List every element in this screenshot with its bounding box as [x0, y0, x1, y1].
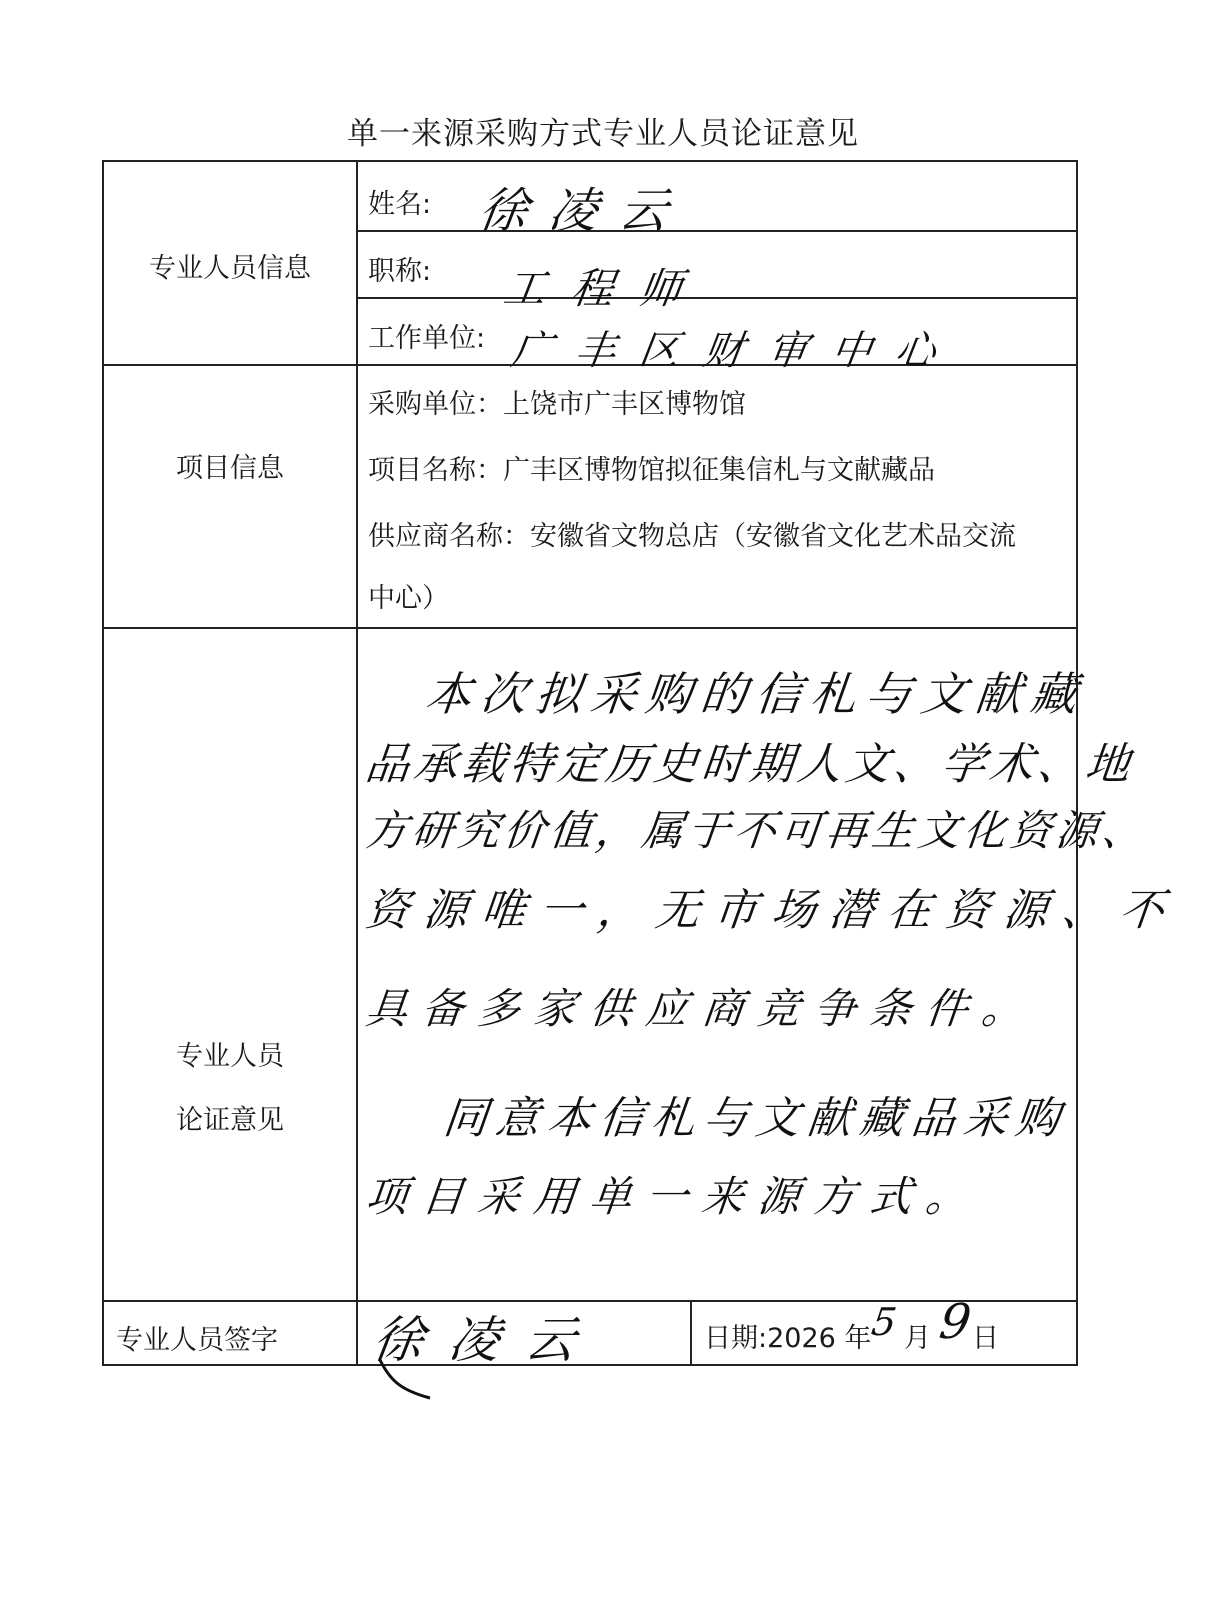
signature-flourish [370, 1350, 490, 1410]
date-month-value: 5 [868, 1300, 900, 1344]
work-unit-value: 广丰区财审中心 [508, 328, 963, 374]
row-divider [356, 297, 1078, 299]
expert-info-label: 专业人员信息 [149, 253, 311, 284]
opinion-text-line: 具备多家供应商竞争条件。 [363, 984, 1041, 1033]
opinion-label-line-1: 专业人员 [176, 1041, 284, 1072]
name-value: 徐凌云 [475, 183, 694, 239]
opinion-text-line: 本次拟采购的信札与文献藏 [422, 667, 1089, 721]
name-label: 姓名: [368, 189, 432, 220]
job-title-value: 工程师 [500, 264, 712, 313]
form-table [102, 160, 1181, 1369]
document-title: 单一来源采购方式专业人员论证意见 [347, 116, 859, 152]
signature-label: 专业人员签字 [116, 1325, 278, 1356]
row-divider [104, 627, 1078, 629]
supplier-line-2: 中心） [368, 583, 449, 614]
row-divider [356, 230, 1078, 232]
opinion-label-line-2: 论证意见 [176, 1105, 284, 1136]
month-label: 月 [904, 1323, 931, 1354]
column-divider [356, 1300, 358, 1366]
purchaser-line: 采购单位：上饶市广丰区博物馆 [368, 389, 746, 420]
date-label: 日期:2026 年 [704, 1323, 872, 1354]
work-unit-label: 工作单位: [368, 323, 486, 354]
opinion-text-line: 同意本信札与文献藏品采购 [440, 1093, 1071, 1144]
project-info-label: 项目信息 [176, 453, 284, 484]
supplier-line-1: 供应商名称：安徽省文物总店（安徽省文化艺术品交流 [368, 521, 1016, 552]
date-day-value: 9 [936, 1294, 975, 1350]
column-divider [356, 162, 358, 1302]
opinion-text-line: 资源唯一，无市场潜在资源、不 [362, 885, 1181, 936]
opinion-text-line: 品承载特定历史时期人文、学术、地 [362, 739, 1137, 790]
opinion-text-line: 项目采用单一来源方式。 [363, 1172, 985, 1221]
column-divider [690, 1300, 692, 1366]
signature-value: 徐凌云 [369, 1311, 606, 1369]
job-title-label: 职称: [368, 256, 432, 287]
project-name-line: 项目名称：广丰区博物馆拟征集信札与文献藏品 [368, 455, 935, 486]
opinion-text-line: 方研究价值，属于不可再生文化资源、 [363, 806, 1151, 855]
day-label: 日 [972, 1323, 999, 1354]
